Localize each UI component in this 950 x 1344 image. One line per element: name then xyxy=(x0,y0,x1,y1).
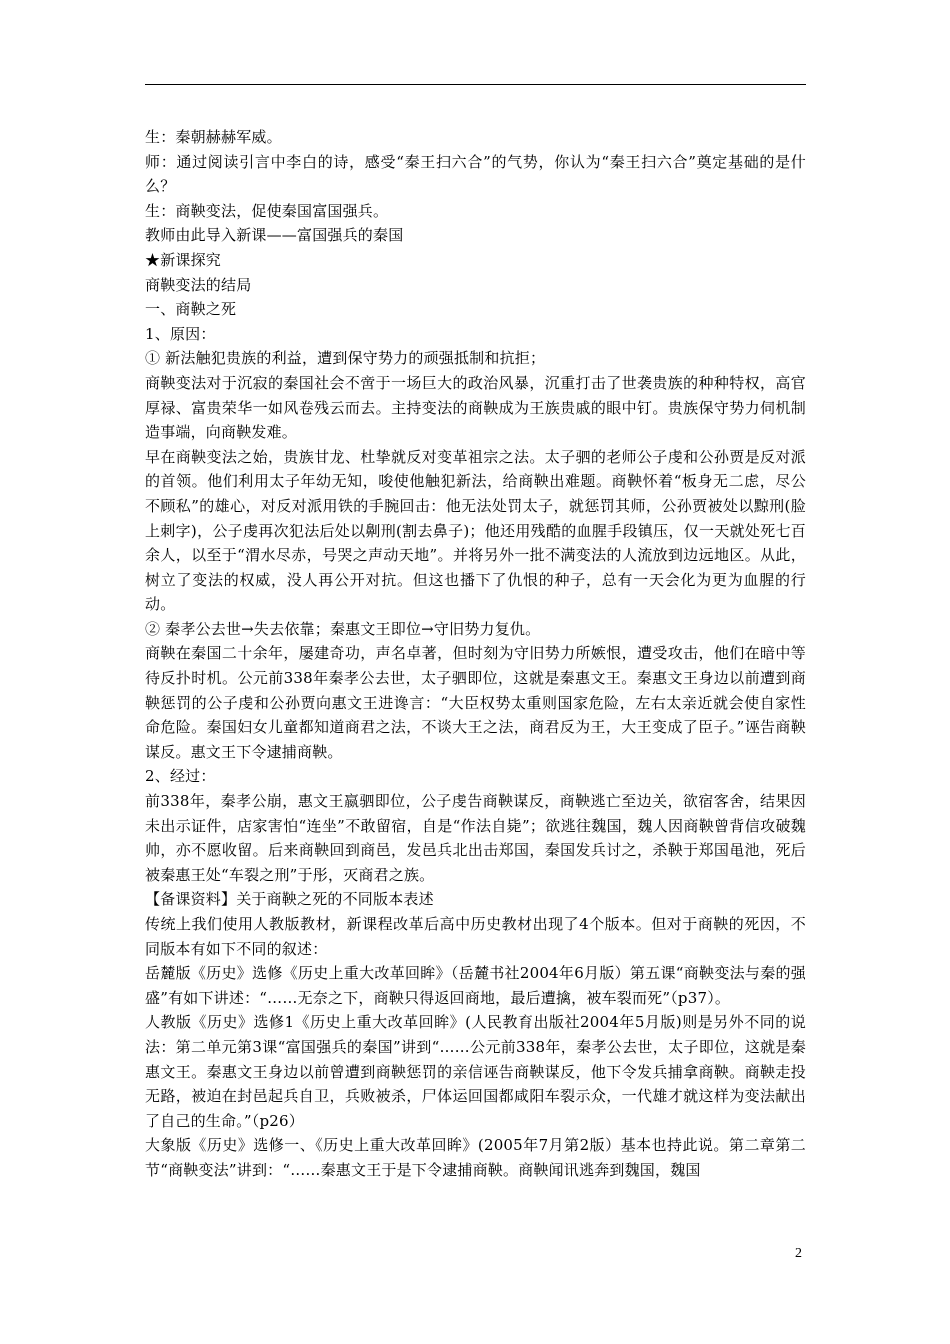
subheading-causes: 1、原因： xyxy=(145,324,216,343)
body-paragraph: 大象版《历史》选修一、《历史上重大改革回眸》(2005年7月第2版）基本也持此说。第二章第二节“商鞅变法”讲到：“……秦惠文王于是下令逮捕商鞅。商鞅闻讯逃奔到魏国，魏国 xyxy=(145,1136,806,1179)
body-paragraph: 早在商鞅变法之始，贵族甘龙、杜挚就反对变革祖宗之法。太子驷的老师公子虔和公孙贾是反对派的首领。他们利用太子年幼无知，唆使他触犯新法，给商鞅出难题。商鞅怀着“板身无二虑，尽公不顾私”的雄心，对反对派用铁的手腕回击：他无法处罚太子，就惩罚其师，公孙贾被处以黥刑(脸上刺字)，公子虔再次犯法后处以劓刑(割去鼻子)；他还用残酷的血腥手段镇压，仅一天就处死七百余人，以至于“渭水尽赤，号哭之声动天地”。并将另外一批不满变法的人流放到边远地区。从此，树立了变法的权威，没人再公开对抗。但这也播下了仇恨的种子，总有一天会化为更为血腥的行动。 xyxy=(145,447,806,614)
page-number: 2 xyxy=(795,1246,802,1261)
reference-material-heading: 【备课资料】关于商鞅之死的不同版本表述 xyxy=(145,890,434,909)
cause-point-1: ① 新法触犯贵族的利益，遭到保守势力的顽强抵制和抗拒； xyxy=(145,349,546,368)
document-body xyxy=(145,125,806,1183)
body-paragraph: 人教版《历史》选修1《历史上重大改革回眸》(人民教育出版社2004年5月版)则是另外不同的说法：第二单元第3课“富国强兵的秦国”讲到“……公元前338年，秦孝公去世，太子即位，这就是秦惠文王。秦惠文王身边以前曾遭到商鞅惩罚的亲信诬告商鞅谋反，他下令发兵捕拿商鞅。商鞅走投无路，被迫在封邑起兵自卫，兵败被杀，尸体运回国都咸阳车裂示众，一代雄才就这样为变法献出了自己的生命。”（p26） xyxy=(145,1013,806,1130)
subheading-process: 2、经过： xyxy=(145,767,216,786)
body-paragraph: 前338年，秦孝公崩，惠文王嬴驷即位，公子虔告商鞅谋反，商鞅逃亡至边关，欲宿客舍，结果因未出示证件，店家害怕“连坐”不敢留宿，自是“作法自毙”；欲逃往魏国，魏人因商鞅曾背信攻破魏帅，亦不愿收留。后来商鞅回到商邑，发邑兵北出击郑国，秦国发兵讨之，杀鞅于郑国黾池，死后被秦惠王处“车裂之刑”于彤，灭商君之族。 xyxy=(145,792,806,884)
topic-heading: 商鞅变法的结局 xyxy=(145,275,252,294)
body-paragraph: 商鞅在秦国二十余年，屡建奇功，声名卓著，但时刻为守旧势力所嫉恨，遭受攻击，他们在暗中等待反扑时机。公元前338年秦孝公去世，太子驷即位，这就是秦惠文王。秦惠文王身边以前遭到商鞅惩罚的公子虔和公孙贾向惠文王进谗言：“大臣权势太重则国家危险，左右太亲近就会使自家性命危险。秦国妇女儿童都知道商君之法，不谈大王之法，商君反为王，大王变成了臣子。”诬告商鞅谋反。惠文王下令逮捕商鞅。 xyxy=(145,644,806,761)
body-paragraph: 岳麓版《历史》选修《历史上重大改革回眸》（岳麓书社2004年6月版）第五课“商鞅变法与秦的强盛”有如下讲述：“……无奈之下，商鞅只得返回商地，最后遭擒，被车裂而死”（p37）。 xyxy=(145,964,806,1007)
cause-point-2: ② 秦孝公去世→失去依靠；秦惠文王即位→守旧势力复仇。 xyxy=(145,619,541,638)
section-heading-new-lesson: ★新课探究 xyxy=(145,250,222,269)
lesson-intro: 教师由此导入新课——富国强兵的秦国 xyxy=(145,226,404,245)
dialogue-teacher-question: 师：通过阅读引言中李白的诗，感受“秦王扫六合”的气势，你认为“秦王扫六合”奠定基础的是什么？ xyxy=(145,152,806,196)
body-paragraph: 商鞅变法对于沉寂的秦国社会不啻于一场巨大的政治风暴，沉重打击了世袭贵族的种种特权，高官厚禄、富贵荣华一如风卷残云而去。主持变法的商鞅成为王族贵戚的眼中钉。贵族保守势力伺机制造事端，向商鞅发难。 xyxy=(145,373,806,442)
dialogue-student-1: 生：秦朝赫赫军威。 xyxy=(145,128,282,146)
header-rule xyxy=(145,84,806,85)
body-paragraph: 传统上我们使用人教版教材，新课程改革后高中历史教材出现了4个版本。但对于商鞅的死因，不同版本有如下不同的叙述： xyxy=(145,915,806,958)
dialogue-student-2: 生：商鞅变法，促使秦国富国强兵。 xyxy=(145,201,389,220)
subheading-death: 一、商鞅之死 xyxy=(145,300,237,319)
